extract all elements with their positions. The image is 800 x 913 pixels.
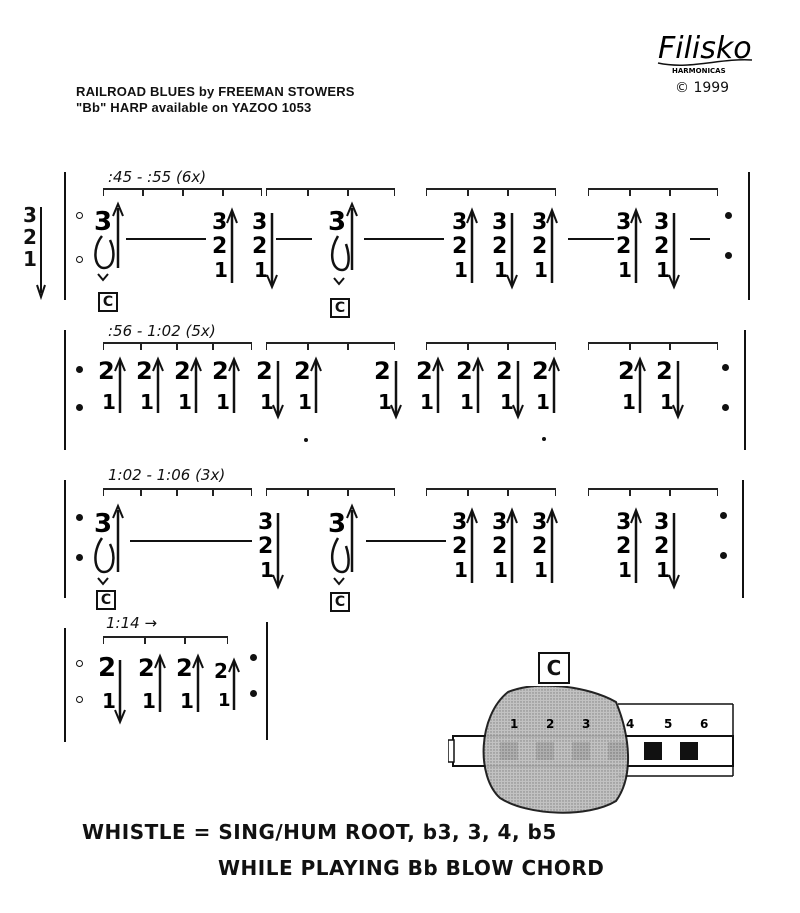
svg-text:2: 2 [212,357,229,385]
svg-text:2: 2 [98,653,117,683]
svg-text:3: 3 [654,510,670,535]
svg-text:3: 3 [328,509,347,539]
note-chord-blow [450,205,490,295]
svg-text:1: 1 [454,258,468,282]
note-chord-draw [250,205,290,295]
svg-text:2: 2 [294,357,311,385]
copyright: © 1999 [675,80,730,96]
svg-text:1: 1 [618,558,632,582]
svg-text:1: 1 [420,390,434,414]
note-chord-blow [614,505,654,595]
chord-label-c: C [96,590,116,610]
svg-text:1: 1 [500,390,514,414]
svg-text:2: 2 [616,234,632,259]
svg-text:2: 2 [212,234,228,259]
note-chord-blow [210,205,250,295]
svg-text:1: 1 [298,390,312,414]
time-range-1: :45 - :55 (6x) [108,168,207,186]
note-21-blow [616,355,656,425]
svg-text:1: 1 [142,689,156,713]
svg-text:2: 2 [532,534,548,559]
svg-text:3: 3 [492,210,508,235]
side-stack: 3 2 1 [22,205,46,305]
chord-label-c: C [98,292,118,312]
svg-text:1: 1 [536,390,550,414]
svg-text:2: 2 [374,357,391,385]
svg-text:5: 5 [664,717,673,731]
svg-text:3: 3 [616,510,632,535]
svg-text:2: 2 [452,234,468,259]
svg-text:2: 2 [176,654,193,682]
svg-text:1: 1 [494,558,508,582]
song-subtitle: "Bb" HARP available on YAZOO 1053 [76,100,312,115]
diagram-chord-label: C [538,652,570,684]
chord-label-c: C [330,592,350,612]
note-21-draw [96,650,136,730]
note-21-blow [210,355,250,425]
logo-script: Filisko [658,31,752,66]
note-21-draw [372,355,412,425]
svg-text:3: 3 [532,510,548,535]
note-chord-blow [450,505,490,595]
svg-text:3: 3 [258,510,274,535]
harmonica-diagram [448,686,738,816]
svg-text:1: 1 [102,689,116,713]
svg-text:2: 2 [492,234,508,259]
svg-text:1: 1 [660,390,674,414]
svg-text:3: 3 [212,210,228,235]
footer-line-2: WHILE PLAYING Bb BLOW CHORD [218,856,605,880]
svg-text:1: 1 [216,390,230,414]
note-21-blow [292,355,332,445]
note-bend-3 [84,198,134,288]
svg-text:1: 1 [656,258,670,282]
time-range-2: :56 - 1:02 (5x) [108,322,216,340]
svg-text:1: 1 [218,690,231,711]
note-21-blow [134,355,174,425]
svg-text:3: 3 [94,509,113,539]
song-title: RAILROAD BLUES by FREEMAN STOWERS [76,84,355,99]
svg-text:1: 1 [102,390,116,414]
note-chord-blow [490,505,530,595]
note-21-blow [172,355,212,425]
svg-text:1: 1 [494,258,508,282]
svg-text:1: 1 [534,258,548,282]
svg-text:2: 2 [654,534,670,559]
svg-text:1: 1 [180,689,194,713]
svg-text:1: 1 [140,390,154,414]
svg-text:2: 2 [654,234,670,259]
note-bend-3 [316,198,366,288]
svg-text:2: 2 [174,357,191,385]
svg-text:1: 1 [454,558,468,582]
svg-text:1: 1 [622,390,636,414]
svg-text:3: 3 [582,717,591,731]
svg-text:3: 3 [654,210,670,235]
svg-text:2: 2 [452,534,468,559]
svg-text:2: 2 [496,357,513,385]
note-21-blow [212,656,252,736]
note-chord-blow [530,205,570,295]
time-range-3: 1:02 - 1:06 (3x) [108,466,226,484]
svg-text:2: 2 [656,357,673,385]
svg-text:1: 1 [534,558,548,582]
note-chord-draw [256,505,296,595]
svg-text:4: 4 [626,717,635,731]
svg-text:1: 1 [656,558,670,582]
note-bend-3 [84,500,134,590]
svg-text:1: 1 [260,558,274,582]
svg-text:2: 2 [252,234,268,259]
svg-text:3: 3 [328,207,347,237]
svg-text:1: 1 [460,390,474,414]
svg-text:6: 6 [700,717,709,731]
note-21-blow [414,355,454,425]
svg-text:2: 2 [456,357,473,385]
svg-text:3: 3 [252,210,268,235]
note-21-draw [254,355,294,425]
svg-text:2: 2 [214,659,228,683]
logo-sub: HARMONICAS [672,67,726,75]
note-21-blow [136,652,176,732]
note-chord-blow [614,205,654,295]
note-21-draw [654,355,694,425]
svg-text:3: 3 [452,210,468,235]
note-bend-3 [316,500,366,590]
svg-text:1: 1 [260,390,274,414]
svg-text:3: 3 [616,210,632,235]
svg-text:3: 3 [452,510,468,535]
svg-text:2: 2 [98,357,115,385]
svg-text:2: 2 [546,717,555,731]
svg-text:1: 1 [378,390,392,414]
note-21-blow [174,652,214,732]
svg-text:1: 1 [510,717,519,731]
note-21-draw [494,355,534,425]
note-chord-draw [652,505,692,595]
svg-text:2: 2 [138,654,155,682]
svg-text:1: 1 [178,390,192,414]
note-chord-draw [652,205,692,295]
svg-text:1: 1 [214,258,228,282]
svg-text:2: 2 [492,534,508,559]
svg-text:2: 2 [532,234,548,259]
note-21-blow [96,355,136,425]
svg-text:3: 3 [492,510,508,535]
note-chord-blow [530,505,570,595]
svg-text:2: 2 [532,357,549,385]
svg-text:1: 1 [618,258,632,282]
svg-text:2: 2 [618,357,635,385]
time-range-4: 1:14 → [106,614,158,632]
svg-text:2: 2 [256,357,273,385]
svg-text:2: 2 [258,534,274,559]
footer-line-1: WHISTLE = SING/HUM ROOT, b3, 3, 4, b5 [82,820,557,844]
svg-text:2: 2 [616,534,632,559]
note-21-blow [530,355,570,445]
svg-text:1: 1 [254,258,268,282]
note-21-blow [454,355,494,425]
svg-text:2: 2 [416,357,433,385]
note-chord-draw [490,205,530,295]
svg-text:3: 3 [532,210,548,235]
svg-text:3: 3 [94,207,113,237]
chord-label-c: C [330,298,350,318]
svg-text:2: 2 [136,357,153,385]
